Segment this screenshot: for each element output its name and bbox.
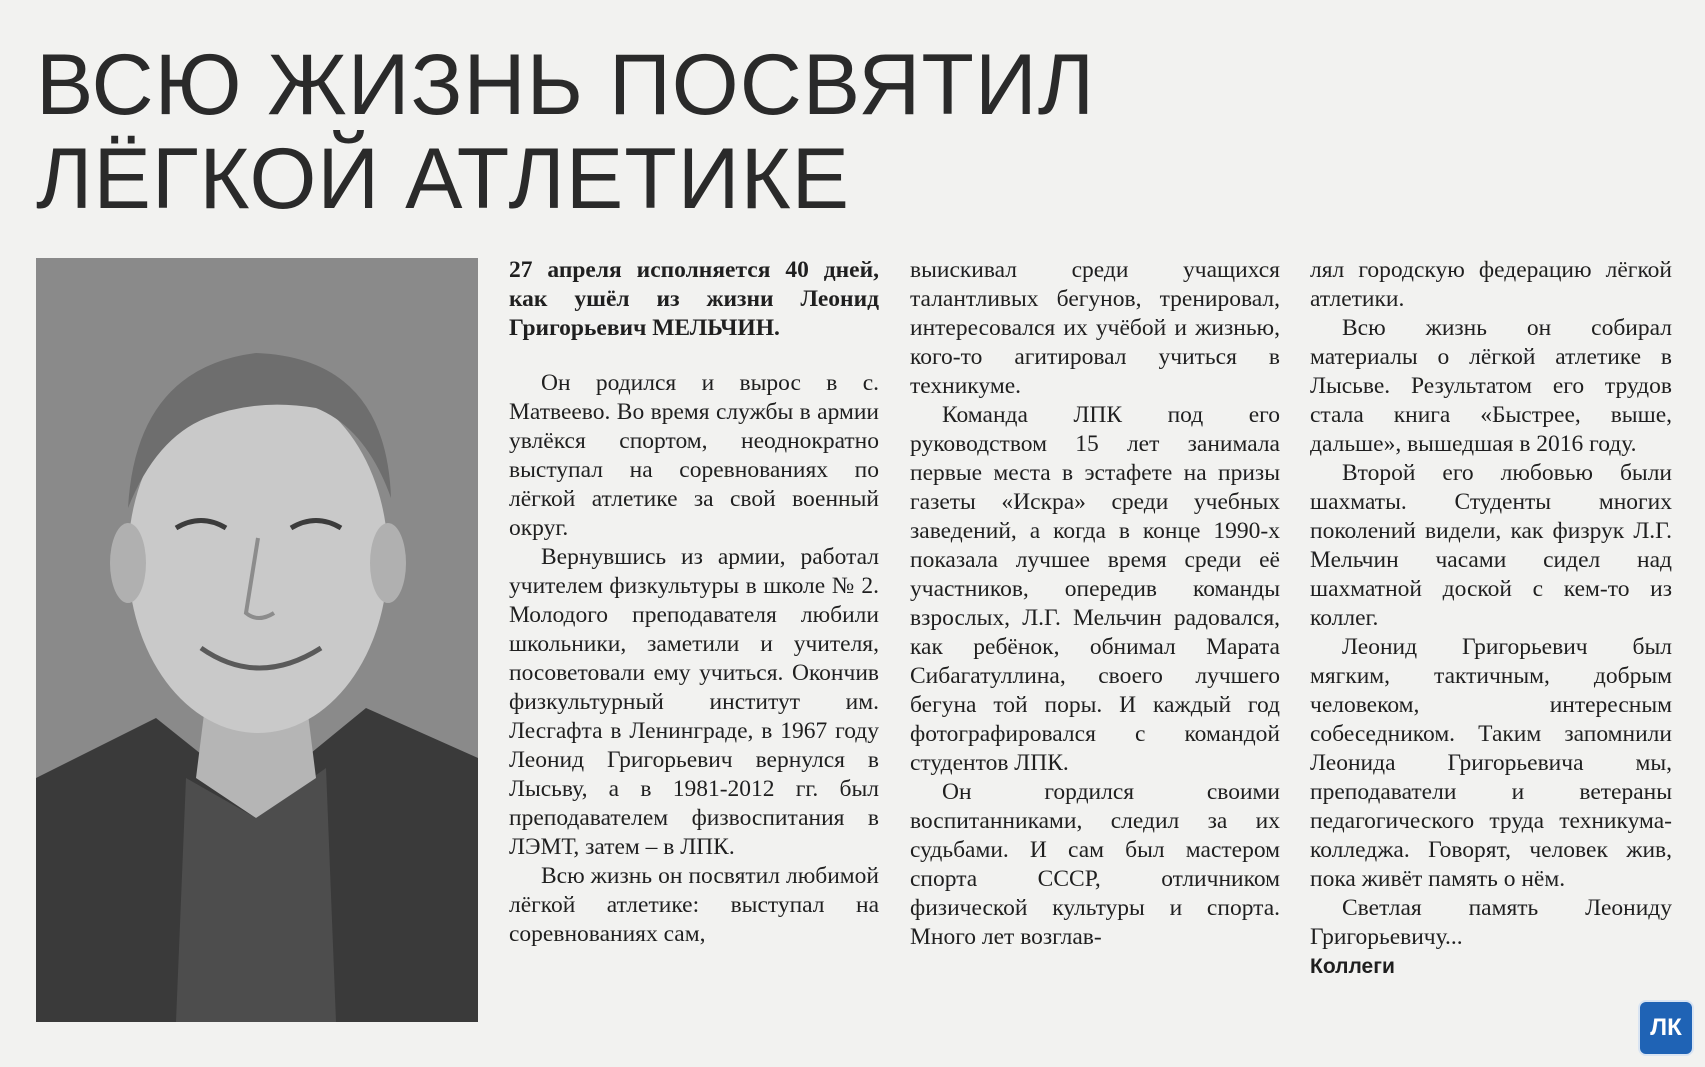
publisher-logo-icon: ЛК bbox=[1640, 1002, 1692, 1054]
article-column-1 bbox=[509, 256, 879, 949]
article-column-2 bbox=[910, 256, 1280, 952]
article-paragraph: Он родился и вырос в с. Матвеево. Во время службы в армии увлёкся спортом, неоднократно выступал на соревнованиях по лёгкой атлетике за свой военный округ. bbox=[509, 370, 879, 541]
article-paragraph: Леонид Григорьевич был мягким, тактичным, добрым человеком, интересным собеседником. Таким запомнили Леонида Григорьевича мы, преподаватели и ветераны педагогического труда техникума-колледжа. Говорят, человек жив, пока живёт память о нём. bbox=[1310, 634, 1672, 892]
headline bbox=[36, 38, 1136, 226]
article-paragraph: Светлая память Леониду Григорьевичу... bbox=[1310, 895, 1672, 950]
article-signature: Коллеги bbox=[1310, 955, 1395, 978]
article-paragraph: лял городскую федерацию лёгкой атлетики. bbox=[1310, 257, 1672, 312]
headline-line-2: ЛЁГКОЙ АТЛЕТИКЕ bbox=[36, 131, 851, 227]
article-paragraph: Он гордился своими воспитанниками, следил за их судьбами. И сам был мастером спорта СССР, отличником физической культуры и спорта. Много лет возглав- bbox=[910, 779, 1280, 950]
article-paragraph: Вернувшись из армии, работал учителем физкультуры в школе № 2. Молодого преподавателя любили школьники, заметили и учителя, посоветовали ему учиться. Окончив физкультурный институт им. Лесгафта в Ленинграде, в 1967 году Леонид Григорьевич вернулся в Лысьву, а в 1981-2012 гг. был преподавателем физвоспитания в ЛЭМТ, затем – в ЛПК. bbox=[509, 544, 879, 860]
article-paragraph: Всю жизнь он собирал материалы о лёгкой атлетике в Лысьве. Результатом его трудов стала книга «Быстрее, выше, дальше», вышедшая в 2016 году. bbox=[1310, 315, 1672, 457]
article-paragraph: выискивал среди учащихся талантливых бегунов, тренировал, интересовался их учёбой и жизнью, кого-то агитировал учиться в техникуме. bbox=[910, 257, 1280, 399]
article-paragraph: Команда ЛПК под его руководством 15 лет занимала первые места в эстафете на призы газеты «Искра» среди учебных заведений, а когда в конце 1990-х показала лучшее время среди её участников, опередив команды взрослых, Л.Г. Мельчин радовался, как ребёнок, обнимал Марата Сибагатуллина, своего лучшего бегуна той поры. И каждый год фотографировался с командой студентов ЛПК. bbox=[910, 402, 1280, 776]
article-paragraph: Всю жизнь он посвятил любимой лёгкой атлетике: выступал на соревнованиях сам, bbox=[509, 863, 879, 947]
portrait-photo bbox=[36, 258, 478, 1022]
article-column-3 bbox=[1310, 256, 1672, 981]
article-paragraph: Второй его любовью были шахматы. Студенты многих поколений видели, как физрук Л.Г. Мельчин часами сидел над шахматной доской с кем-то из коллег. bbox=[1310, 460, 1672, 631]
headline-line-1: ВСЮ ЖИЗНЬ ПОСВЯТИЛ bbox=[36, 37, 1096, 133]
article-lead: 27 апреля исполняется 40 дней, как ушёл из жизни Леонид Григорьевич МЕЛЬЧИН. bbox=[509, 257, 879, 341]
portrait-illustration bbox=[36, 258, 478, 1022]
